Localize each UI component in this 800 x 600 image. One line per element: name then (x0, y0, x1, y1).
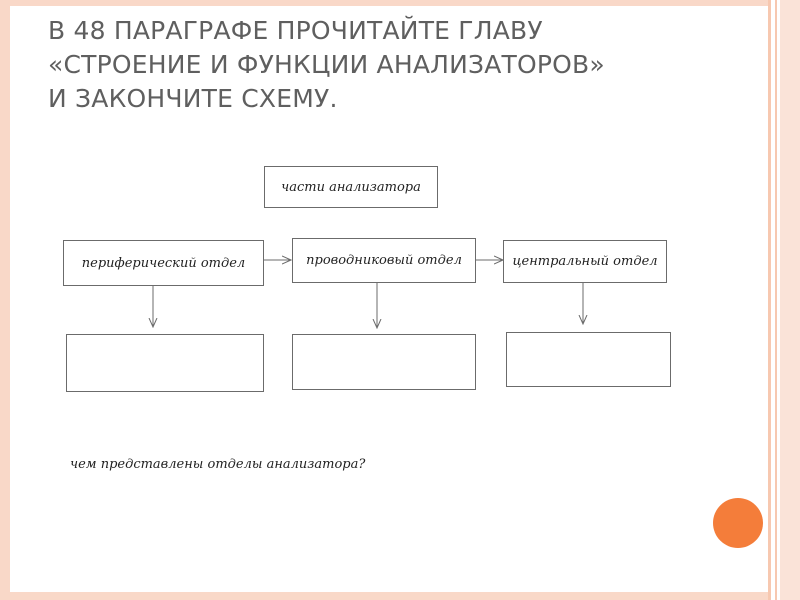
question-text: чем представлены отделы анализатора? (70, 457, 366, 472)
root-box (264, 166, 438, 208)
answer-box-central[interactable] (506, 332, 671, 387)
answer-box-peripheral[interactable] (66, 334, 264, 392)
section-label-conductive: проводниковый отдел (306, 253, 462, 268)
section-label-peripheral: периферический отдел (81, 255, 246, 271)
title-line-3: И ЗАКОНЧИТЕ СХЕМУ. (48, 84, 338, 113)
root-label: части анализатора (281, 179, 421, 195)
answer-box-conductive[interactable] (292, 334, 476, 390)
section-box-peripheral (63, 240, 264, 286)
section-box-central (503, 240, 667, 283)
section-label-central: центральный отдел (512, 254, 658, 269)
section-box-conductive (292, 238, 476, 283)
title-line-1: В 48 ПАРАГРАФЕ ПРОЧИТАЙТЕ ГЛАВУ (48, 16, 543, 45)
title-line-2: «СТРОЕНИЕ И ФУНКЦИИ АНАЛИЗАТОРОВ» (48, 50, 605, 79)
decorative-circle (713, 498, 763, 548)
